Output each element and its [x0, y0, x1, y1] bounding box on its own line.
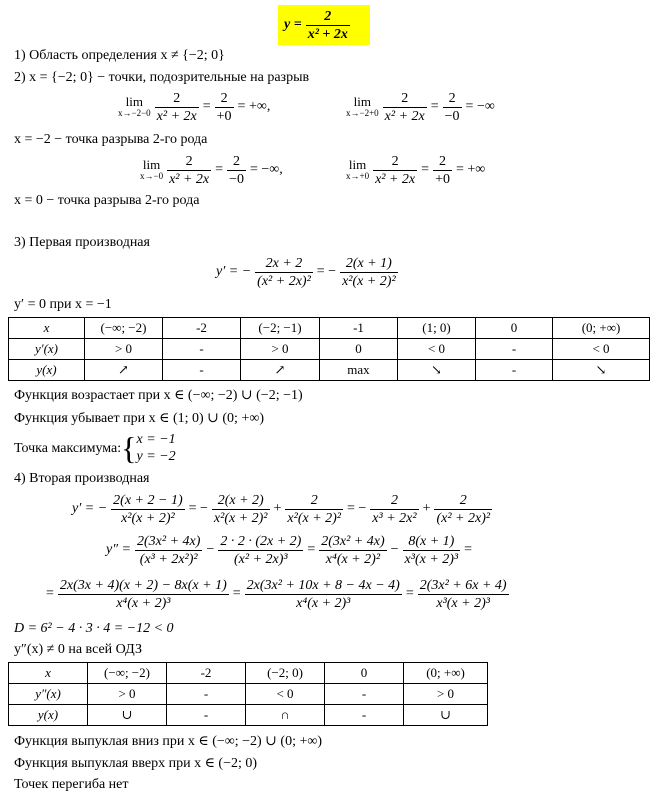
table-cell: - — [167, 705, 246, 726]
suspect-points-line: 2) x = {−2; 0} − точки, подозрительные на разрыв — [14, 70, 310, 85]
second-derivative-formula: y″ = $\frac{\text{2(3x² + 4x)}}{\text{(x³ + 2x²)²}}$ − $\frac{2 \cdot 2 \cdot (2x + 2)}{\text{(x² + 2x)³}}$ = $\frac{\text{2(3x² + 4x)}}{\text{x⁴(x + 2)²}}$ − $\frac{8(x + 1)}{\text{x³(x + 2)³}}$ = — [106, 533, 473, 567]
table-row — [9, 339, 650, 360]
table-cell: ∪ — [404, 705, 488, 726]
table-cell: 0 — [320, 339, 398, 360]
table-cell: y(x) — [9, 360, 85, 381]
table-cell: - — [325, 684, 404, 705]
domain-line: 1) Область определения x ≠ {−2; 0} — [14, 48, 225, 63]
table-row — [9, 360, 650, 381]
table-cell: > 0 — [88, 684, 167, 705]
table-cell: y′(x) — [9, 339, 85, 360]
conclusion-minus2: x = −2 − точка разрыва 2-го рода — [14, 132, 208, 147]
lim-frac: $\frac{2}{\text{x² + 2x}}$ — [384, 90, 425, 124]
table-cell: ∩ — [246, 705, 325, 726]
table-cell: - — [163, 339, 241, 360]
table-cell: > 0 — [404, 684, 488, 705]
convex-up-line: Функция выпуклая вверх при x ∈ (−2; 0) — [14, 756, 258, 771]
limit-left-minus2 — [116, 87, 272, 127]
formula-frac: $\frac{2x + 2}{\text{(x² + 2x)²}}$ — [257, 255, 311, 289]
formula-lhs: y′ = − — [216, 264, 252, 279]
table-cell: ↘ — [553, 360, 650, 381]
table-cell: - — [325, 705, 404, 726]
first-derivative-formula — [214, 252, 400, 292]
discriminant-line: D = 6² − 4 · 3 · 4 = −12 < 0 — [14, 621, 174, 636]
lim-op: lim x→−0 — [140, 157, 164, 181]
table-cell: - — [163, 360, 241, 381]
limit-right-zero — [344, 150, 487, 190]
table-cell: (−∞; −2) — [88, 663, 167, 684]
table-cell: < 0 — [398, 339, 476, 360]
table-cell: x — [9, 318, 85, 339]
table-cell: (−2; 0) — [246, 663, 325, 684]
max-x: x = −1 — [136, 432, 176, 447]
lim-op: lim x→−2−0 — [118, 94, 151, 118]
table-row — [9, 663, 488, 684]
table-cell: ↗ — [85, 360, 163, 381]
table-row — [9, 684, 488, 705]
max-point-label: Точка максимума: — [14, 440, 122, 456]
lim-frac2: $\frac{2}{+0}$ — [216, 90, 232, 124]
title-fraction — [306, 9, 350, 42]
lim-result: = +∞, — [237, 99, 271, 114]
lim-frac: $\frac{2}{\text{x² + 2x}}$ — [156, 90, 197, 124]
first-derivative-heading: 3) Первая производная — [14, 235, 150, 250]
lim-frac: $\frac{2}{\text{x² + 2x}}$ — [375, 153, 416, 187]
table-cell: 0 — [476, 318, 553, 339]
title-lhs: y = — [284, 17, 302, 32]
table-cell: ↘ — [398, 360, 476, 381]
table-cell: - — [476, 360, 553, 381]
table-cell: (1; 0) — [398, 318, 476, 339]
title-formula — [282, 5, 352, 45]
lim-result: = −∞, — [249, 162, 283, 177]
table-cell: y(x) — [9, 705, 88, 726]
title-den: x² + 2x — [307, 26, 348, 42]
eq: = — [215, 162, 224, 177]
brace-glyph: { — [121, 430, 137, 466]
table-cell: ∪ — [88, 705, 167, 726]
lim-result: = −∞ — [465, 99, 495, 114]
conclusion-zero: x = 0 − точка разрыва 2-го рода — [14, 193, 200, 208]
lim-frac2: $\frac{2}{-0}$ — [229, 153, 244, 187]
limit-left-zero — [138, 150, 285, 190]
table-cell: x — [9, 663, 88, 684]
table-cell: -2 — [167, 663, 246, 684]
lim-frac2: $\frac{2}{-0}$ — [444, 90, 460, 124]
table-cell: y″(x) — [9, 684, 88, 705]
decreasing-line: Функция убывает при x ∈ (1; 0) ∪ (0; +∞) — [14, 411, 264, 426]
table-cell: ↗ — [241, 360, 320, 381]
eq: = — [421, 162, 430, 177]
increasing-line: Функция возрастает при x ∈ (−∞; −2) ∪ (−2; −1) — [14, 388, 303, 403]
lim-op: lim x→+0 — [346, 157, 370, 181]
first-derivative-table — [8, 317, 650, 381]
table-cell: (0; +∞) — [404, 663, 488, 684]
limit-right-minus2 — [344, 87, 497, 127]
table-cell: max — [320, 360, 398, 381]
lim-frac2: $\frac{2}{+0}$ — [435, 153, 450, 187]
formula-op: = − — [316, 264, 337, 279]
derivative-rewrite-formula: y′ = − $\frac{2(x + 2 - 1)}{\text{x²(x + 2)²}}$ = − $\frac{2(x + 2)}{\text{x²(x + 2)²}}$ + $\frac{2}{\text{x²(x + 2)²}}$ = − $\frac{2}{\text{x³ + 2x²}}$ + $\frac{2}{\text{(x² + 2x)²}}$ — [72, 492, 491, 526]
critical-point-line: y′ = 0 при x = −1 — [14, 297, 112, 312]
table-cell: - — [476, 339, 553, 360]
lim-frac: $\frac{2}{\text{x² + 2x}}$ — [169, 153, 210, 187]
formula-frac: $\frac{2(x + 1)}{\text{x²(x + 2)²}}$ — [342, 255, 396, 289]
second-derivative-heading: 4) Вторая производная — [14, 471, 150, 486]
max-point — [14, 430, 176, 466]
table-cell: < 0 — [553, 339, 650, 360]
table-cell: - — [167, 684, 246, 705]
eq: = — [430, 99, 439, 114]
max-y: y = −2 — [136, 449, 176, 464]
table-cell: (0; +∞) — [553, 318, 650, 339]
second-derivative-table — [8, 662, 488, 726]
max-point-coords — [137, 431, 176, 465]
table-cell: (−2; −1) — [241, 318, 320, 339]
table-cell: (−∞; −2) — [85, 318, 163, 339]
table-cell: > 0 — [85, 339, 163, 360]
lim-op: lim x→−2+0 — [346, 94, 379, 118]
table-row — [9, 318, 650, 339]
second-derivative-nonzero: y″(x) ≠ 0 на всей ОДЗ — [14, 642, 142, 657]
table-cell: -2 — [163, 318, 241, 339]
no-inflection-line: Точек перегиба нет — [14, 777, 129, 792]
convex-down-line: Функция выпуклая вниз при x ∈ (−∞; −2) ∪ (0; +∞) — [14, 734, 323, 749]
title-num: 2 — [306, 9, 350, 26]
lim-result: = +∞ — [455, 162, 486, 177]
table-cell: > 0 — [241, 339, 320, 360]
table-cell: < 0 — [246, 684, 325, 705]
table-row — [9, 705, 488, 726]
table-cell: 0 — [325, 663, 404, 684]
table-cell: -1 — [320, 318, 398, 339]
second-derivative-simplified: = $\frac{2x(3x + 4)(x + 2) - 8x(x + 1)}{\text{x⁴(x + 2)³}}$ = $\frac{\text{2x(3x² + 10x + 8 − 4x − 4)}}{\text{x⁴(x + 2)³}}$ = $\frac{\text{2(3x² + 6x + 4)}}{\text{x³(x + 2)³}}$ — [46, 577, 507, 611]
eq: = — [202, 99, 211, 114]
